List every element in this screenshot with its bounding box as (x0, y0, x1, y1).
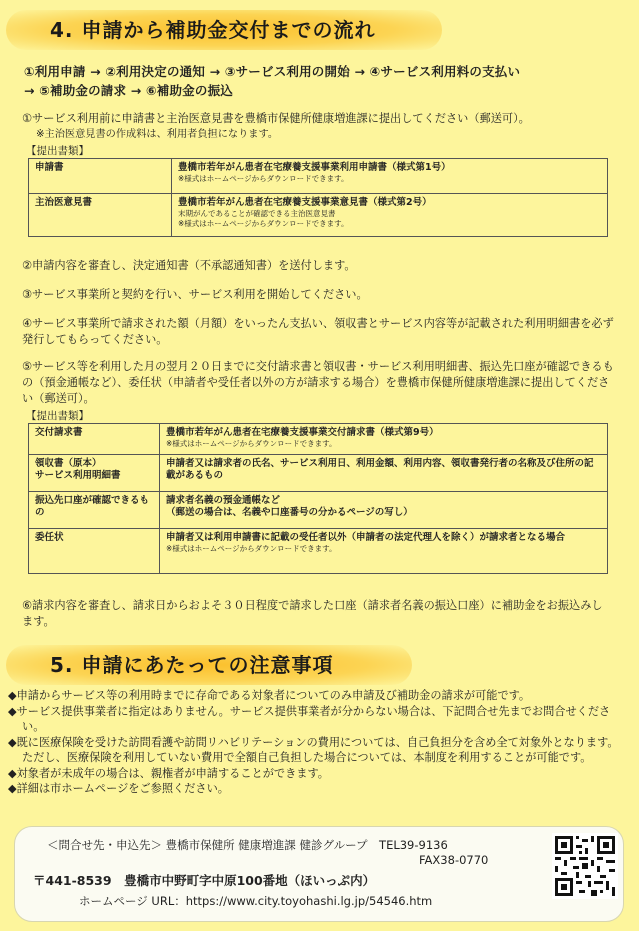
table-row (29, 424, 608, 455)
table-row (29, 159, 608, 194)
qr-code-icon[interactable] (552, 833, 618, 899)
table-value-main: 申請者又は請求者の氏名、サービス利用日、利用金額、利用内容、領収書発行者の名称及び住所の記載があるもの (166, 458, 594, 481)
table-value-main: 申請者又は利用申請書に記載の受任者以外（申請者の法定代理人を除く）が請求者となる場合 (166, 532, 566, 543)
table-value-main: 豊橋市若年がん患者在宅療養支援事業利用申請書（様式第1号） (178, 162, 451, 173)
list-item: ◆既に医療保険を受けた訪問看護や訪問リハビリテーションの費用については、自己負担分を含め全て対象外となります。ただし、医療保険を利用していない費用で全額自己負担した場合については、本制度を利用することが可能です。 (8, 735, 619, 764)
step-1-note: ※主治医意見書の作成料は、利用者負担になります。 (36, 129, 279, 140)
table-value-note: ※様式はホームページからダウンロードできます。 (178, 219, 349, 228)
submission-table-2 (28, 423, 608, 574)
step-5: ⑤サービス等を利用した月の翌月２０日までに交付請求書と領収書・サービス利用明細書、振込先口座が確認できるもの（預金通帳など）、委任状（申請者や受任者以外の方が請求する場合）を豊橋市保健所健康増進課に提出してください（郵送可）。 (22, 360, 614, 405)
table-value-main: 請求者名義の預金通帳など （郵送の場合は、名義や口座番号の分かるページの写し） (166, 495, 413, 518)
flow-line-2: → ⑤補助金の請求 → ⑥補助金の振込 (24, 83, 233, 98)
step-4: ④サービス事業所で請求された額（月額）をいったん支払い、領収書とサービス内容等が記載された利用明細書を必ず発行してもらってください。 (22, 317, 614, 346)
flow-line-1: ①利用申請 → ②利用決定の通知 → ③サービス利用の開始 → ④サービス利用料の支払い (24, 64, 521, 79)
table-value-main: 豊橋市若年がん患者在宅療養支援事業交付請求書（様式第9号） (166, 427, 439, 438)
table-key: 振込先口座が確認できるもの (29, 492, 160, 529)
step-3: ③サービス事業所と契約を行い、サービス利用を開始してください。 (22, 288, 368, 301)
table-key: 委任状 (29, 529, 160, 574)
caution-list (8, 688, 628, 797)
contact-address: 〒441-8539 豊橋市中野町字中原100番地（ほいっぷ内） (33, 873, 376, 888)
table-value (160, 529, 608, 574)
table-row (29, 455, 608, 492)
step-1 (22, 111, 622, 143)
table-key: 交付請求書 (29, 424, 160, 455)
submission-table-1 (28, 158, 608, 237)
table-row (29, 529, 608, 574)
table-value-note: ※様式はホームページからダウンロードできます。 (178, 174, 349, 183)
table2-label: 【提出書類】 (26, 410, 89, 422)
table-value (160, 492, 608, 529)
step-6: ⑥請求内容を審査し、請求日からおよそ３０日程度で請求した口座（請求者名義の振込口座）に補助金をお振込みします。 (22, 599, 603, 628)
list-item: ◆詳細は市ホームページをご参照ください。 (8, 782, 229, 795)
table-key: 主治医意見書 (29, 194, 172, 237)
section4-title: 4. 申請から補助金交付までの流れ (6, 10, 442, 50)
table-key: 領収書（原本） サービス利用明細書 (29, 455, 160, 492)
contact-fax: FAX38-0770 (419, 853, 489, 867)
step-1-text: ①サービス利用前に申請書と主治医意見書を豊橋市保健所健康増進課に提出してください（郵送可）。 (22, 112, 530, 125)
table-value (160, 424, 608, 455)
table-key: 申請書 (29, 159, 172, 194)
table-value (172, 159, 608, 194)
contact-box (14, 826, 624, 922)
list-item: ◆申請からサービス等の利用時までに存命である対象者についてのみ申請及び補助金の請求が可能です。 (8, 689, 531, 702)
table-row (29, 492, 608, 529)
table-value-note: ※様式はホームページからダウンロードできます。 (166, 439, 337, 448)
table-value (172, 194, 608, 237)
qr-code-graphic (552, 833, 618, 899)
step-2: ②申請内容を審査し、決定通知書（不承認通知書）を送付します。 (22, 259, 356, 272)
table-value-main: 豊橋市若年がん患者在宅療養支援事業意見書（様式第2号） (178, 197, 432, 208)
table-row (29, 194, 608, 237)
table-value (160, 455, 608, 492)
table1-label: 【提出書類】 (26, 145, 89, 157)
table-value-note: 末期がんであることが確認できる主治医意見書 (178, 209, 336, 218)
list-item: ◆サービス提供事業者に指定はありません。サービス提供事業者が分からない場合は、下記問合せ先までお問合せください。 (8, 704, 611, 733)
section5-title: 5. 申請にあたっての注意事項 (6, 645, 412, 685)
contact-line: ＜問合せ先・申込先＞ 豊橋市保健所 健康増進課 健診グループ TEL39-9136 (47, 838, 448, 852)
list-item: ◆対象者が未成年の場合は、親権者が申請することができます。 (8, 766, 329, 780)
contact-homepage[interactable]: ホームページ URL：https://www.city.toyohashi.lg.jp/54546.htm (79, 894, 433, 908)
table-value-note: ※様式はホームページからダウンロードできます。 (166, 544, 337, 553)
